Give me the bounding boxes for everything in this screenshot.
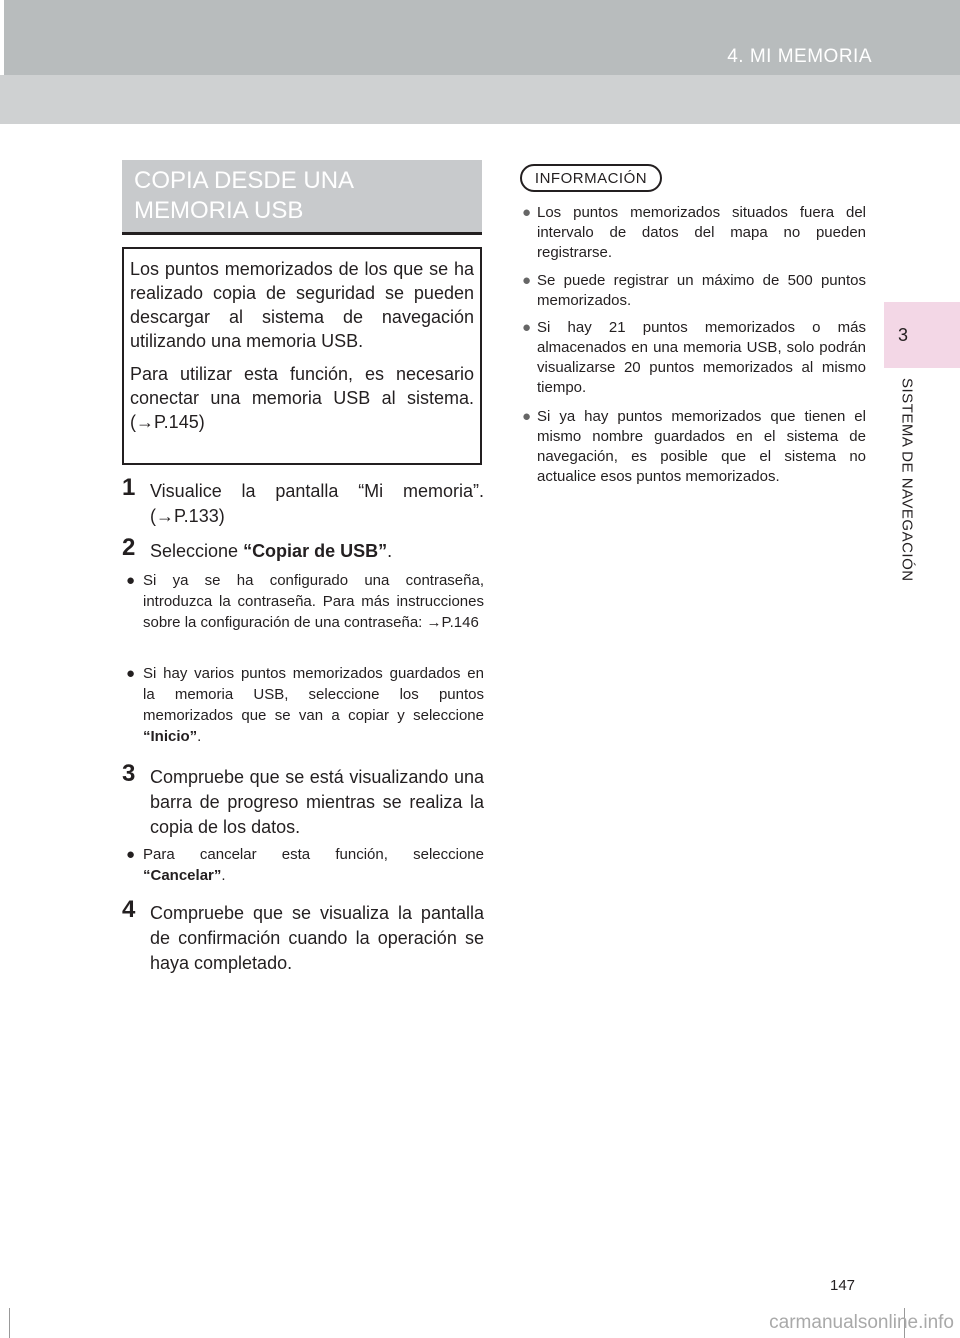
bullet-text: Si hay varios puntos memorizados guardados en la memoria USB, seleccione los puntos memorizados que se van a copiar y seleccione “Inicio”. <box>143 665 484 745</box>
info-item <box>520 203 866 263</box>
start-option: “Inicio” <box>143 728 198 745</box>
section-heading-line1: COPIA DESDE UNA <box>134 167 355 194</box>
cancel-option: “Cancelar” <box>143 867 222 884</box>
copy-from-usb-option: “Copiar de USB” <box>243 541 388 561</box>
step-number: 1 <box>122 474 136 501</box>
step-text: Compruebe que se visualiza la pantalla de confirmación cuando la operación se haya completado. <box>150 903 484 973</box>
bullet-icon: ● <box>522 204 532 221</box>
section-heading-line2: MEMORIA USB <box>134 197 304 224</box>
info-text: Si hay 21 puntos memorizados o más almacenados en una memoria USB, solo podrán visualizarse 20 puntos memorizados al mismo tiempo. <box>537 319 866 396</box>
bullet-icon: ● <box>522 319 532 336</box>
step-4 <box>122 896 484 976</box>
chapter-number-tab[interactable]: 3 <box>884 302 960 368</box>
step-1 <box>122 474 484 529</box>
step-3 <box>122 760 484 840</box>
intro-box <box>122 247 482 465</box>
step-number: 3 <box>122 760 136 787</box>
bullet-text: Si ya se ha configurado una contraseña, introduzca la contraseña. Para más instrucciones sobre la configuración de una contraseña: →P.146 <box>143 572 484 631</box>
intro-paragraph-2: Para utilizar esta función, es necesario conectar una memoria USB al sistema. (→P.145) <box>130 364 474 432</box>
bullet-icon: ● <box>522 408 532 425</box>
chapter-title: 4. MI MEMORIA <box>727 46 872 67</box>
info-item <box>520 318 866 398</box>
information-tag: INFORMACIÓN <box>520 164 662 192</box>
info-text: Se puede registrar un máximo de 500 puntos memorizados. <box>537 272 866 309</box>
section-heading <box>122 160 482 232</box>
step-number: 4 <box>122 896 136 923</box>
step-2 <box>122 534 484 564</box>
header-divider <box>0 0 4 75</box>
step-text: Seleccione “Copiar de USB”. <box>150 541 393 561</box>
info-text: Si ya hay puntos memorizados que tienen el mismo nombre guardados en el sistema de navegación, es posible que el sistema no actualice esos puntos memorizados. <box>537 408 866 485</box>
step-text: Visualice la pantalla “Mi memoria”. (→P.133) <box>150 481 484 526</box>
bullet-icon: ● <box>126 572 136 589</box>
bullet-cancel <box>126 844 484 886</box>
info-item <box>520 407 866 487</box>
bullet-icon: ● <box>522 272 532 289</box>
info-item <box>520 271 866 311</box>
bullet-multiple-points <box>126 663 484 747</box>
info-text: Los puntos memorizados situados fuera del intervalo de datos del mapa no pueden registrarse. <box>537 204 866 261</box>
chapter-side-label: SISTEMA DE NAVEGACIÓN <box>898 378 916 582</box>
section-rule <box>122 232 482 235</box>
crop-mark <box>9 1308 10 1338</box>
watermark: carmanualsonline.info <box>769 1312 954 1333</box>
bullet-icon: ● <box>126 665 136 682</box>
intro-paragraph-1: Los puntos memorizados de los que se ha realizado copia de seguridad se pueden descargar al sistema de navegación utilizando una memoria USB. <box>130 259 474 351</box>
bullet-password <box>126 570 484 633</box>
step-text: Compruebe que se está visualizando una barra de progreso mientras se realiza la copia de los datos. <box>150 767 484 837</box>
bullet-icon: ● <box>126 846 136 863</box>
step-number: 2 <box>122 534 136 561</box>
bullet-text: Para cancelar esta función, seleccione “Cancelar”. <box>143 846 484 884</box>
page-number: 147 <box>830 1277 856 1294</box>
